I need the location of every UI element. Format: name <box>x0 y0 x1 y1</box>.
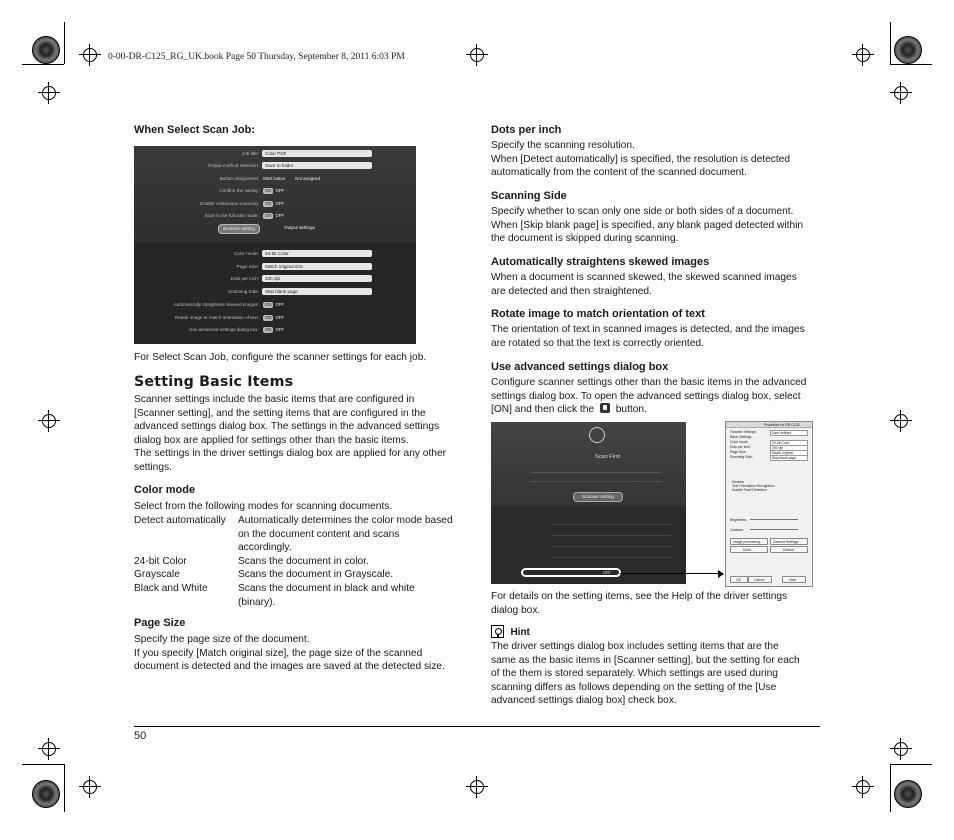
tab-label: Output settings <box>284 225 315 230</box>
text-line: the document is skipped during scanning. <box>491 233 679 245</box>
scan-first-screenshot <box>491 422 686 584</box>
callout-arrow-head <box>718 570 724 578</box>
off-toggle[interactable]: OFF <box>603 570 611 575</box>
settings-row <box>134 212 416 221</box>
registration-mark <box>38 738 60 760</box>
registration-mark <box>38 410 60 432</box>
text-line: are detected and then straightened. <box>491 285 652 297</box>
registration-mark <box>852 44 874 66</box>
scan-icon <box>589 427 605 443</box>
select-value: 200 dpi <box>772 446 784 450</box>
setting-label: Scan in the full auto mode: <box>204 213 259 218</box>
button-label: OK <box>736 577 741 582</box>
color-mode-row <box>134 568 464 582</box>
text-line: When a document is scanned skewed, the skewed scanned images <box>491 272 797 283</box>
setting-label: Confirm the saving: <box>219 188 259 194</box>
scanning-side-paragraph <box>491 205 803 246</box>
toggle-off[interactable]: OFF <box>275 314 285 320</box>
scan-job-caption: For Select Scan Job, configure the scanner settings for each job. <box>134 352 427 363</box>
setting-label: Rotate image to match orientation of text: <box>174 314 259 320</box>
setting-select[interactable]: 24-bit Color <box>262 250 372 257</box>
text-line: Specify whether to scan only one side or both sides of a document. <box>491 206 794 217</box>
text-line: dialog box. <box>491 604 541 616</box>
select-value: Skip blank page <box>772 456 797 460</box>
dialog-title: Properties for DR-C125 <box>764 422 800 427</box>
crop-mark <box>890 64 932 65</box>
mode-description <box>238 582 415 609</box>
dialog-titlebar <box>726 422 812 428</box>
registration-mark <box>890 738 912 760</box>
dialog-field-label: Color mode: <box>730 440 749 444</box>
text-line: Specify the page size of the document. <box>134 634 310 645</box>
text-line: are rotated so that the text is correctly oriented. <box>491 337 704 349</box>
settings-row <box>134 250 416 259</box>
on-off-toggle[interactable] <box>263 327 284 333</box>
dialog-select[interactable] <box>770 455 808 461</box>
settings-rows <box>551 514 671 564</box>
registration-mark <box>890 410 912 432</box>
mode-description: Scans the document in color. <box>238 555 369 567</box>
crop-mark <box>22 64 64 65</box>
text-line: The driver settings dialog box includes setting items that are the <box>491 641 779 652</box>
check-double-feed[interactable]: Double Feed Detection <box>732 488 767 492</box>
rotate-heading: Rotate image to match orientation of text <box>491 308 705 320</box>
mode-description <box>238 514 453 555</box>
radio-start-button[interactable]: Start button <box>263 175 286 181</box>
footer-rule <box>134 726 820 727</box>
dialog-field-label: Basic Settings <box>730 435 752 439</box>
tab-output-settings[interactable] <box>280 224 319 232</box>
registration-mark <box>79 44 101 66</box>
toggle-off[interactable]: OFF <box>275 327 285 333</box>
text-line: The orientation of text in scanned images is detected, and the images <box>491 324 805 335</box>
registration-mark <box>852 776 874 798</box>
settings-row <box>134 288 416 297</box>
text-line: If you specify [Match original size], the page size of the scanned <box>134 647 423 659</box>
dialog-field-label: Dots per inch: <box>730 445 751 449</box>
tab-scanner-setting[interactable] <box>218 224 260 234</box>
text-line: dialog box are applied for settings other than the basic items. <box>134 434 409 446</box>
toggle-on[interactable]: ON <box>265 327 272 333</box>
text-line: [Scanner setting], and the setting items that are configured in the <box>134 407 426 419</box>
color-mode-heading: Color mode <box>134 484 196 496</box>
dialog-field-label: Page Size: <box>730 450 747 454</box>
text-line: Scanner settings include the basic items that are configured in <box>134 394 415 405</box>
setting-label: Dots per inch: <box>230 276 259 282</box>
text-line: on the document content and scans <box>238 528 400 540</box>
text-line: Automatically determines the color mode based <box>238 515 453 526</box>
on-off-toggle[interactable] <box>263 213 284 219</box>
setting-paragraph <box>134 393 446 475</box>
settings-row <box>134 314 416 323</box>
page-size-heading: Page Size <box>134 617 186 629</box>
brightness-label: Brightness: <box>730 518 747 522</box>
text-line: settings. <box>134 461 172 473</box>
settings-tab-bar <box>218 224 338 233</box>
advanced-settings-icon <box>600 403 610 413</box>
dialog-field-label: Scanning Side: <box>730 455 753 459</box>
setting-label: Enable continuous scanning: <box>200 200 259 206</box>
gamma-settings-button[interactable] <box>770 538 808 545</box>
check-text-orientation[interactable]: Text Orientation Recognition <box>732 484 775 488</box>
setting-label: Color mode: <box>233 251 259 256</box>
hint-block <box>491 622 530 640</box>
text-line: settings dialog box. To open the advanced settings dialog box, select <box>491 390 801 402</box>
registration-mark <box>38 82 60 104</box>
setting-label: Automatically straightens skewed images: <box>173 301 259 307</box>
color-mode-row <box>134 514 464 555</box>
text-line: advanced settings dialog box] check box. <box>491 695 677 707</box>
text-line: accordingly. <box>238 542 292 554</box>
setting-basic-items-heading: Setting Basic Items <box>134 374 294 390</box>
crop-mark <box>890 764 891 812</box>
text-line: When [Skip blank page] is specified, any blank paged detected within <box>491 219 804 231</box>
settings-row <box>134 175 416 184</box>
text-line: (binary). <box>238 596 276 608</box>
button-label: Help <box>789 577 796 582</box>
scan-job-screenshot <box>134 146 416 344</box>
skew-paragraph <box>491 271 797 298</box>
setting-select[interactable]: Save to folder <box>262 162 372 169</box>
setting-label: Use advanced settings dialog box: <box>189 327 259 333</box>
toggle-off[interactable]: OFF <box>275 213 285 218</box>
button-label: Cancel <box>754 577 765 582</box>
crop-mark <box>64 764 65 812</box>
check-deskew[interactable]: Deskew <box>732 480 745 484</box>
color-bar-rose-top-right <box>894 36 922 64</box>
select-value: User defined <box>772 431 792 435</box>
color-bar-rose-bottom-left <box>32 780 60 808</box>
setting-select[interactable]: Color PDF <box>262 150 372 157</box>
crop-mark <box>64 22 65 64</box>
toggle-on[interactable]: ON <box>265 188 272 194</box>
toggle-on[interactable]: ON <box>265 200 272 206</box>
text-line: Specify the scanning resolution. <box>491 140 635 151</box>
on-off-toggle[interactable] <box>263 201 284 207</box>
on-off-toggle[interactable] <box>263 188 284 194</box>
on-off-toggle[interactable] <box>263 302 284 308</box>
toggle-off[interactable]: OFF <box>275 301 285 307</box>
select-value: Match original <box>772 451 794 455</box>
button-label: Default <box>783 547 794 552</box>
text-line: Scans the document in black and white <box>238 582 415 594</box>
settings-rows <box>531 464 661 490</box>
radio-group[interactable] <box>263 176 320 182</box>
ok-button[interactable] <box>730 576 748 583</box>
setting-select[interactable]: 200 dpi <box>262 275 372 282</box>
text-line: automatically from the content of the scanned document. <box>491 167 747 179</box>
setting-label: Job title: <box>241 151 259 156</box>
button-label: Gamma Settings... <box>773 539 802 544</box>
driver-properties-dialog <box>725 421 813 587</box>
crop-mark <box>22 764 64 765</box>
text-line: Configure scanner settings other than the basic items in the advanced <box>491 377 807 388</box>
details-paragraph <box>491 590 787 617</box>
toggle-off[interactable]: OFF <box>275 200 285 206</box>
text-line <box>491 403 806 417</box>
setting-label: Page Size: <box>236 263 259 269</box>
contrast-label: Contrast: <box>730 528 744 532</box>
settings-row <box>134 326 416 335</box>
advanced-dialog-heading: Use advanced settings dialog box <box>491 361 669 373</box>
toggle-on[interactable]: ON <box>265 301 272 307</box>
setting-label: Output method selection: <box>207 163 259 169</box>
skew-heading: Automatically straightens skewed images <box>491 256 710 268</box>
brightness-slider[interactable] <box>750 519 798 520</box>
rotate-paragraph <box>491 323 805 350</box>
hint-label: Hint <box>510 627 530 638</box>
text-line: For details on the setting items, see the Help of the driver settings <box>491 591 788 602</box>
default-button[interactable] <box>770 546 808 553</box>
settings-row <box>134 187 416 196</box>
button-label: Scanner setting <box>582 494 614 499</box>
registration-mark <box>890 82 912 104</box>
on-off-toggle[interactable] <box>263 315 284 321</box>
hint-icon <box>491 625 504 638</box>
scanner-setting-button[interactable] <box>573 492 623 502</box>
select-value: 24-bit Color <box>772 441 790 445</box>
more-button[interactable] <box>730 546 768 553</box>
page-size-paragraph <box>134 633 445 674</box>
setting-select[interactable]: Match original size <box>262 263 372 270</box>
settings-row <box>134 200 416 209</box>
help-button[interactable] <box>782 576 806 583</box>
setting-select[interactable]: Skip blank page <box>262 288 372 295</box>
setting-label: Scanning Side: <box>228 289 259 295</box>
text-line: When [Detect automatically] is specified, the resolution is detected <box>491 153 790 165</box>
crop-mark <box>890 22 891 64</box>
registration-mark <box>79 776 101 798</box>
color-mode-table <box>134 514 464 609</box>
scan-first-title: Scan First <box>595 454 621 460</box>
image-processing-button[interactable] <box>730 538 768 545</box>
dpi-paragraph <box>491 139 790 180</box>
mode-description: Scans the document in Grayscale. <box>238 569 394 581</box>
dialog-select[interactable] <box>770 430 808 436</box>
dpi-heading: Dots per inch <box>491 124 562 136</box>
advanced-dialog-paragraph <box>491 376 806 417</box>
contrast-slider[interactable] <box>750 529 798 530</box>
callout-arrow-line <box>620 573 720 574</box>
text-line: same as the basic items in [Scanner setting], but the setting for each <box>491 654 800 666</box>
text-fragment: [ON] and then click the <box>491 404 595 416</box>
text-fragment: button. <box>615 404 647 416</box>
crop-mark <box>890 764 932 765</box>
settings-row <box>134 150 416 159</box>
cancel-button[interactable] <box>748 576 772 583</box>
mode-name: Black and White <box>134 582 208 594</box>
dialog-field-label: Favorite Settings: <box>730 430 757 434</box>
color-bar-rose-bottom-right <box>894 780 922 808</box>
color-bar-rose-top-left <box>32 36 60 64</box>
settings-row <box>134 275 416 284</box>
color-mode-intro: Select from the following modes for scanning documents. <box>134 501 393 512</box>
color-mode-row <box>134 582 464 609</box>
text-line: of the them is stored separately. Which settings are used during <box>491 668 778 680</box>
toggle-on[interactable]: ON <box>265 213 272 218</box>
text-line: document is detected and the images are saved at the detected size. <box>134 661 445 673</box>
tab-label: Scanner setting <box>223 226 255 231</box>
text-line: advanced settings dialog box. The settings in the advanced settings <box>134 421 440 433</box>
scanning-side-heading: Scanning Side <box>491 190 567 202</box>
settings-row <box>134 301 416 310</box>
button-label: Image processing... <box>733 539 763 544</box>
registration-mark <box>466 44 488 66</box>
color-mode-row <box>134 555 464 569</box>
advanced-settings-row-highlight[interactable] <box>521 568 621 577</box>
mode-name: 24-bit Color <box>134 555 187 567</box>
text-line: scanning differs as follows depending on the setting of the [Use <box>491 681 777 693</box>
book-header-line: 0-00-DR-C125_RG_UK.book Page 50 Thursday, September 8, 2011 6:03 PM <box>108 52 405 62</box>
scan-job-heading: When Select Scan Job: <box>134 124 256 136</box>
page-number: 50 <box>134 730 147 742</box>
hint-paragraph <box>491 640 800 708</box>
text-line: The settings in the driver settings dialog box are applied for any other <box>134 448 447 460</box>
radio-not-assigned[interactable]: Not assigned <box>295 175 321 181</box>
mode-name: Detect automatically <box>134 515 226 526</box>
settings-row <box>134 162 416 171</box>
setting-label: Button assignment: <box>219 175 259 181</box>
toggle-off[interactable]: OFF <box>275 188 285 194</box>
settings-row <box>134 263 416 272</box>
button-label: More... <box>743 547 754 552</box>
registration-mark <box>466 776 488 798</box>
toggle-on[interactable]: ON <box>265 314 272 320</box>
mode-name: Grayscale <box>134 569 180 581</box>
